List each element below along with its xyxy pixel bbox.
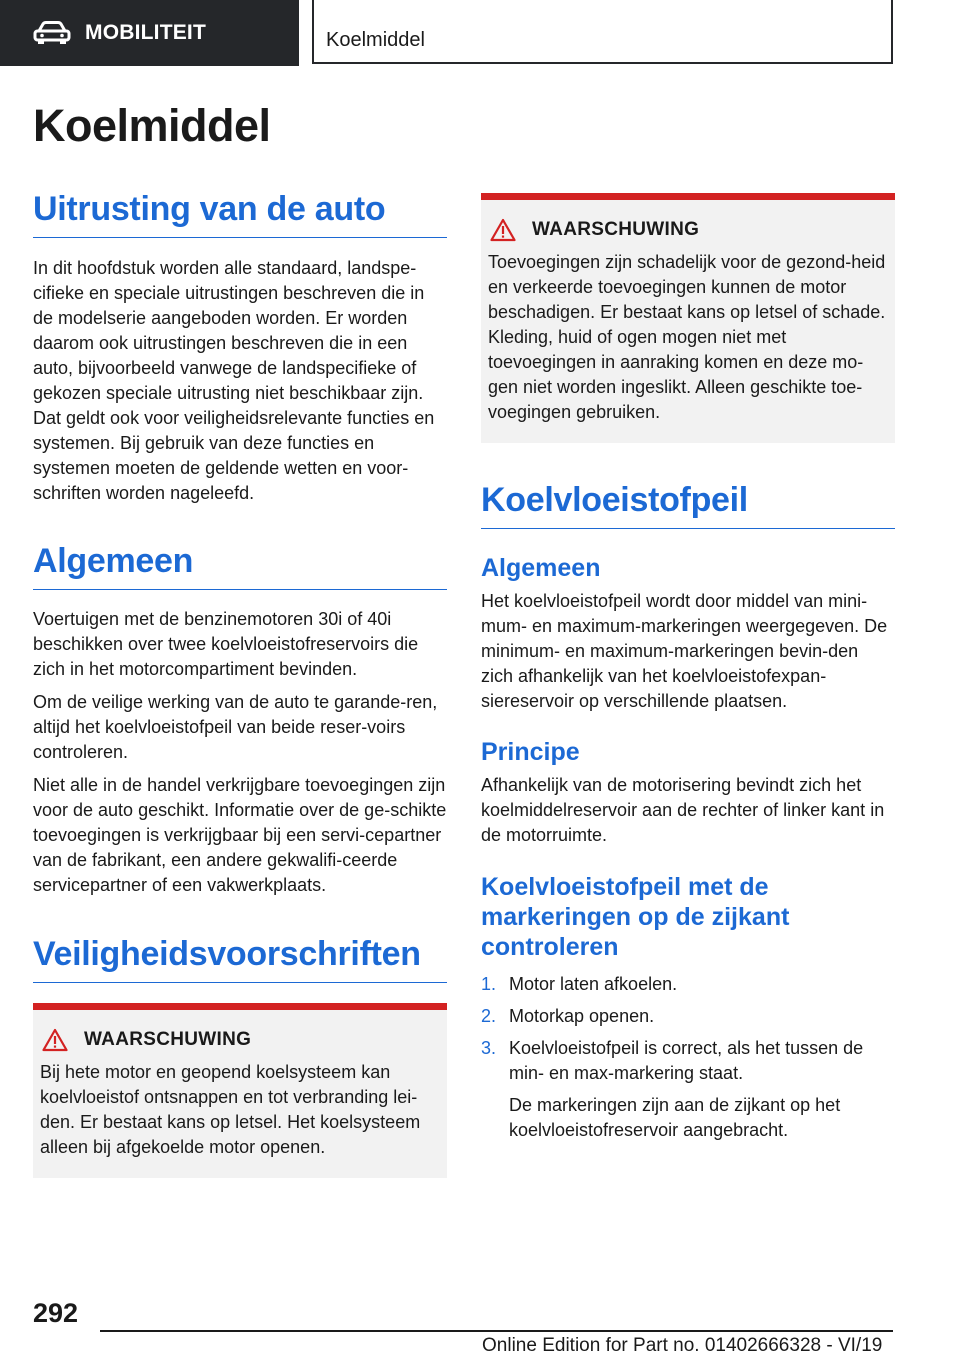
warning-triangle-icon (490, 218, 516, 242)
header-section-label: MOBILITEIT (85, 21, 206, 44)
section-title-veiligheid: Veiligheidsvoorschriften (33, 935, 447, 983)
header-section-tab (0, 0, 299, 66)
left-column (33, 190, 447, 1178)
warning-title: WAARSCHUWING (84, 1029, 252, 1050)
breadcrumb (312, 0, 893, 64)
right-column (481, 193, 895, 1143)
subsection-title-algemeen: Algemeen (481, 554, 601, 582)
subsection-title-principe: Principe (481, 738, 580, 766)
warning-text: Bij hete motor en geopend koelsysteem kan koelvloeistof ontsnappen en tot verbranding lei-den. Er bestaat kans op letsel. Het koelsysteem alleen bij afgekoelde motor openen. (40, 1062, 421, 1157)
step-text: Koelvloeistofpeil is correct, als het tussen de min- en max-markering staat. (509, 1038, 864, 1083)
car-icon (33, 21, 71, 45)
section-title-uitrusting: Uitrusting van de auto (33, 190, 447, 238)
section-title-algemeen: Algemeen (33, 542, 447, 590)
steps-list (481, 972, 895, 1086)
step-number: 1. (481, 974, 497, 994)
step-number: 3. (481, 1038, 497, 1058)
subsection-title-controleren: Koelvloeistofpeil met de markeringen op de zijkant controleren (481, 873, 790, 961)
step-text: Motorkap openen. (509, 1006, 655, 1026)
breadcrumb-label: Koelmiddel (326, 29, 425, 51)
step-number: 2. (481, 1006, 497, 1026)
warning-box (481, 193, 895, 443)
footer-divider (100, 1330, 893, 1332)
list-item (481, 1036, 895, 1086)
warning-title: WAARSCHUWING (532, 219, 700, 240)
step-note: De markeringen zijn aan de zijkant op het koelvloeistofreservoir aangebracht. (509, 1095, 841, 1140)
step-text: Motor laten afkoelen. (509, 974, 678, 994)
page-title: Koelmiddel (33, 100, 271, 151)
paragraph-koelvloeistof-algemeen: Het koelvloeistofpeil wordt door middel van mini-mum- en maximum-markeringen weergegeven. De minimum- en maximum-markeringen bevin-den zich afhankelijk van het koelvloeistofexpan-siereservoir op verschillende plaatsen. (481, 591, 888, 711)
page-number: 292 (33, 1298, 79, 1328)
warning-text: Toevoegingen zijn schadelijk voor de gezond-heid en verkeerde toevoegingen kunnen de motor beschadigen. Er bestaat kans op letsel of schade. Kleding, huid of ogen mogen niet met toevoegingen in aanraking komen en deze mo-gen niet worden ingeslikt. Alleen geschikte toe-voegingen gebruiken. (488, 252, 886, 422)
warning-header (40, 1028, 439, 1052)
paragraph-algemeen-1: Voertuigen met de benzinemotoren 30i of 40i beschikken over twee koelvloeistofreservoirs die zich in het motorcompartiment bevinden. (33, 609, 419, 679)
warning-box (33, 1003, 447, 1178)
paragraph-principe: Afhankelijk van de motorisering bevindt zich het koelmiddelreservoir aan de rechter of linker kant in de motorruimte. (481, 775, 885, 845)
warning-triangle-icon (42, 1028, 68, 1052)
section-title-koelvloeistofpeil: Koelvloeistofpeil (481, 481, 895, 529)
list-item (481, 972, 895, 997)
list-item (481, 1004, 895, 1029)
edition-text: Online Edition for Part no. 01402666328 - VI/19 (482, 1335, 883, 1356)
warning-header (488, 218, 887, 242)
paragraph-uitrusting: In dit hoofdstuk worden alle standaard, landspe-cifieke en speciale uitrustingen beschreven die in de modelserie aangeboden worden. Er worden daarom ook uitrustingen beschreven die in een auto, bijvoorbeeld vanwege de landspecifieke of gekozen speciale uitrusting niet beschikbaar zijn. Dat geldt ook voor veiligheidsrelevante functies en systemen. Bij gebruik van deze functies en systemen moeten de geldende wetten en voor-schriften worden nageleefd. (33, 258, 435, 503)
paragraph-algemeen-2: Om de veilige werking van de auto te garande-ren, altijd het koelvloeistofpeil van beide reser-voirs controleren. (33, 692, 438, 762)
paragraph-algemeen-3: Niet alle in de handel verkrijgbare toevoegingen zijn voor de auto geschikt. Informatie over de ge-schikte toevoegingen is verkrijgbaar bij een servi-cepartner van de fabrikant, een andere gekwalifi-ceerde servicepartner of een vakwerkplaats. (33, 775, 447, 895)
